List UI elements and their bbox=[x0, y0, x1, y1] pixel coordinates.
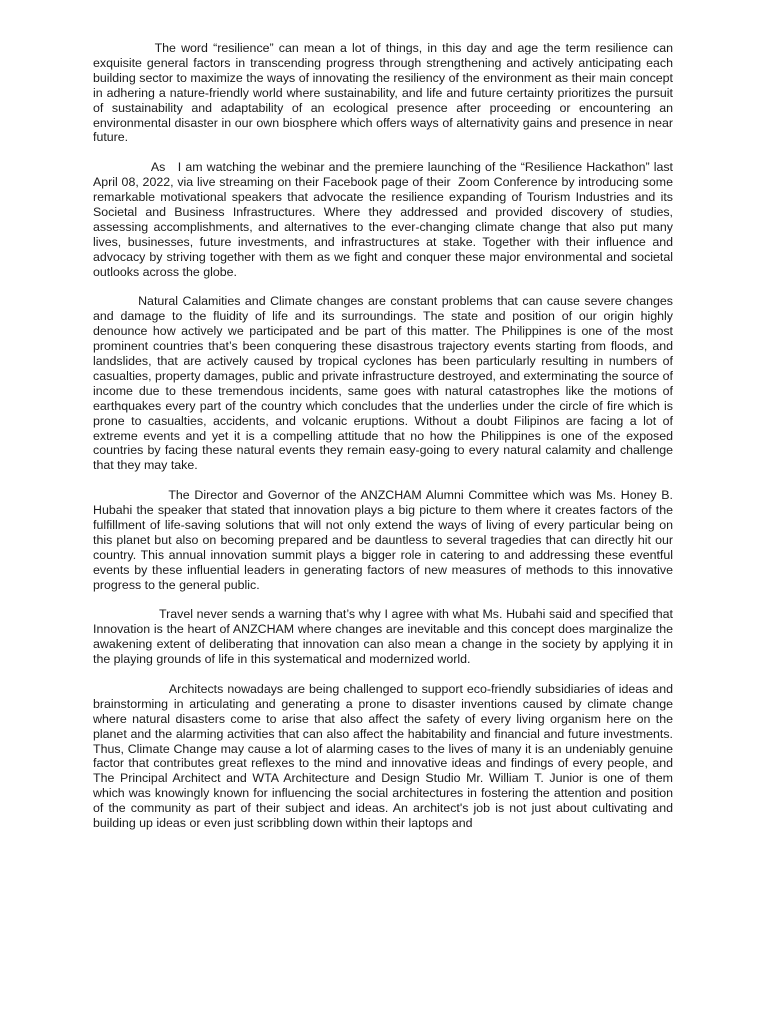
paragraph-anzcham-director: The Director and Governor of the ANZCHAM Alumni Committee which was Ms. Honey B. Hubahi the speaker that stated that innovation plays a big picture to them where it creates factors of the fulfillment of life-saving solutions that will not only extend the ways of living of every particular being on this planet but also on becoming prepared and be dauntless to several tragedies that can directly hit our country. This annual innovation summit plays a bigger role in catering to and addressing these eventful events by these influential leaders in generating factors of new measures of methods to this innovative progress to the general public. bbox=[93, 488, 677, 592]
paragraph-architects: Architects nowadays are being challenged to support eco-friendly subsidiaries of ideas and brainstorming in articulating and generating a prone to disaster inventions caused by climate change where natural disasters come to arise that also affect the safety of every living organism here on the planet and the alarming activities that can also affect the habitability and financial and future investments. Thus, Climate Change may cause a lot of alarming cases to the lives of many it is an undeniably genuine factor that contributes great reflexes to the mind and innovative ideas and findings of every people, and The Principal Architect and WTA Architecture and Design Studio Mr. William T. Junior is one of them which was knowingly known for influencing the social architectures in fostering the attention and position of the community as part of their subject and ideas. An architect's job is not just about cultivating and building up ideas or even just scribbling down within their laptops and bbox=[93, 681, 677, 831]
paragraph-webinar: As I am watching the webinar and the premiere launching of the “Resilience Hackathon” last April 08, 2022, via live streaming on their Facebook page of their Zoom Conference by introducing some remarkable motivational speakers that advocate the resilience expanding of Tourism Industries and its Societal and Business Infrastructures. Where they addressed and provided discovery of studies, assessing accomplishments, and alternatives to the ever-changing climate change that also put many lives, businesses, future investments, and infrastructures at stake. Together with their influence and advocacy by striving together with them as we fight and conquer these major environmental and societal outlooks across the globe. bbox=[93, 160, 677, 279]
document-body bbox=[93, 41, 677, 846]
paragraph-travel-warning: Travel never sends a warning that’s why I agree with what Ms. Hubahi said and specified that Innovation is the heart of ANZCHAM where changes are inevitable and this concept does marginalize the awakening extent of deliberating that innovation can also mean a change in the society by applying it in the playing grounds of life in this systematical and modernized world. bbox=[93, 607, 677, 667]
paragraph-resilience-definition: The word “resilience” can mean a lot of things, in this day and age the term resilience can exquisite general factors in transcending progress through strengthening and actively anticipating each building sector to maximize the ways of innovating the resiliency of the environment as their main concept in adhering a nature-friendly world where sustainability, and life and future certainty prioritizes the pursuit of sustainability and adaptability of an ecological presence after proceeding or encountering an environmental disaster in our own biosphere which offers ways of alternativity gains and presence in near future. bbox=[93, 41, 677, 145]
paragraph-natural-calamities: Natural Calamities and Climate changes are constant problems that can cause severe changes and damage to the fluidity of life and its surroundings. The state and position of our origin highly denounce how actively we participated and be part of this matter. The Philippines is one of the most prominent countries that’s been conquering these disastrous trajectory events starting from floods, and landslides, that are actively caused by tropical cyclones has been particularly resulting in numbers of casualties, property damages, public and private infrastructure destroyed, and exterminating the source of income due to these tremendous incidents, same goes with natural catastrophes like the motions of earthquakes every part of the country which concludes that the underlies under the circle of fire which is prone to casualties, accidents, and volcanic eruptions. Without a doubt Filipinos are facing a lot of extreme events and yet it is a compelling attitude that no how the Philippines is one of the exposed countries by facing these natural events they remain easy-going to every natural calamity and challenge that they may take. bbox=[93, 294, 677, 473]
